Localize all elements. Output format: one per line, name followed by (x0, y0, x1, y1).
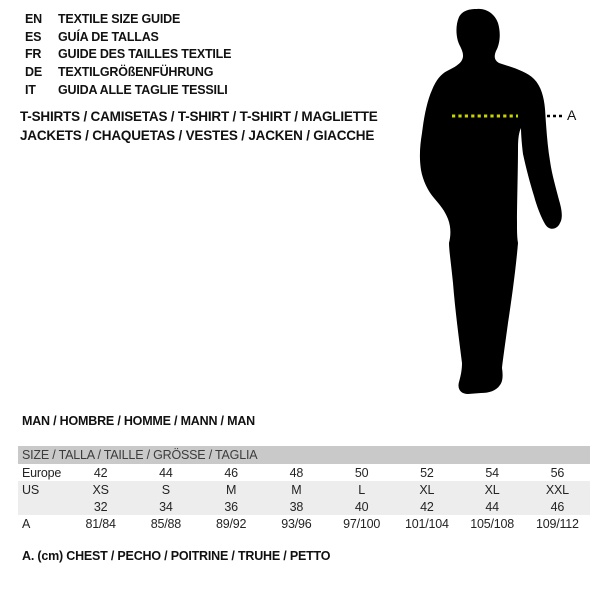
language-label: GUIDA ALLE TAGLIE TESSILI (58, 82, 228, 97)
size-cell: XXL (545, 482, 569, 497)
size-cell: 85/88 (150, 516, 182, 531)
language-row-en (25, 11, 231, 29)
language-row-it (25, 82, 231, 100)
language-code: DE (25, 65, 42, 80)
category-line-jackets: JACKETS / CHAQUETAS / VESTES / JACKEN / GIACCHE (20, 128, 375, 143)
language-label: TEXTILE SIZE GUIDE (58, 12, 181, 26)
size-cell: 46 (550, 499, 565, 514)
language-row-es (25, 29, 231, 47)
size-cell: 89/92 (215, 516, 247, 531)
language-code: ES (25, 29, 42, 44)
size-table-header: SIZE / TALLA / TAILLE / GRÖSSE / TAGLIA (18, 446, 590, 464)
size-cell: 93/96 (281, 516, 312, 531)
table-row-chest-cm (18, 515, 590, 532)
size-cell: 38 (289, 499, 304, 514)
size-cell: 34 (159, 499, 173, 514)
size-cell: XL (484, 482, 500, 497)
row-label: Europe (22, 465, 62, 480)
row-label (18, 498, 68, 515)
size-table-header-row (18, 446, 590, 464)
row-label: US (22, 482, 39, 497)
size-cell: L (358, 482, 365, 497)
size-cell: 32 (93, 499, 108, 514)
language-code: FR (25, 47, 42, 62)
measurement-footnote: A. (cm) CHEST / PECHO / POITRINE / TRUHE / PETTO (22, 549, 331, 563)
chest-marker-label: A (567, 107, 577, 123)
size-cell: 109/112 (535, 516, 579, 531)
size-cell: 36 (224, 499, 238, 514)
size-cell: 97/100 (343, 516, 381, 531)
language-code: IT (25, 82, 36, 97)
language-label: GUÍA DE TALLAS (58, 29, 159, 44)
size-cell: 42 (93, 465, 108, 480)
size-cell: M (291, 482, 302, 497)
size-cell: M (226, 482, 237, 497)
size-cell: 40 (354, 499, 369, 514)
size-cell: 48 (289, 465, 304, 480)
language-code: EN (25, 12, 42, 26)
row-label: A (22, 516, 31, 531)
size-cell: 44 (159, 465, 173, 480)
size-cell: 50 (354, 465, 369, 480)
table-row-us (18, 481, 590, 498)
table-row-europe (18, 464, 590, 481)
category-line-tshirts: T-SHIRTS / CAMISETAS / T-SHIRT / T-SHIRT / MAGLIETTE (20, 109, 378, 124)
language-row-de (25, 64, 231, 82)
size-cell: 101/104 (404, 516, 449, 531)
size-cell: 54 (485, 465, 499, 480)
man-silhouette-shape (420, 9, 562, 394)
size-table (18, 446, 590, 532)
size-cell: 56 (550, 465, 565, 480)
language-row-fr (25, 46, 231, 64)
size-cell: 44 (485, 499, 499, 514)
size-cell: XS (92, 482, 109, 497)
table-row-us-numeric (18, 498, 590, 515)
language-label: TEXTILGRÖßENFÜHRUNG (58, 65, 214, 80)
size-cell: 42 (420, 499, 434, 514)
size-cell: 52 (420, 465, 434, 480)
language-label: GUIDE DES TAILLES TEXTILE (58, 47, 232, 62)
category-list (20, 107, 378, 145)
size-cell: 81/84 (85, 516, 116, 531)
size-cell: XL (419, 482, 435, 497)
man-silhouette (415, 5, 580, 400)
language-list (25, 11, 231, 100)
section-title: MAN / HOMBRE / HOMME / MANN / MAN (22, 414, 255, 428)
size-cell: S (161, 482, 170, 497)
size-cell: 46 (224, 465, 238, 480)
size-cell: 105/108 (470, 516, 515, 531)
